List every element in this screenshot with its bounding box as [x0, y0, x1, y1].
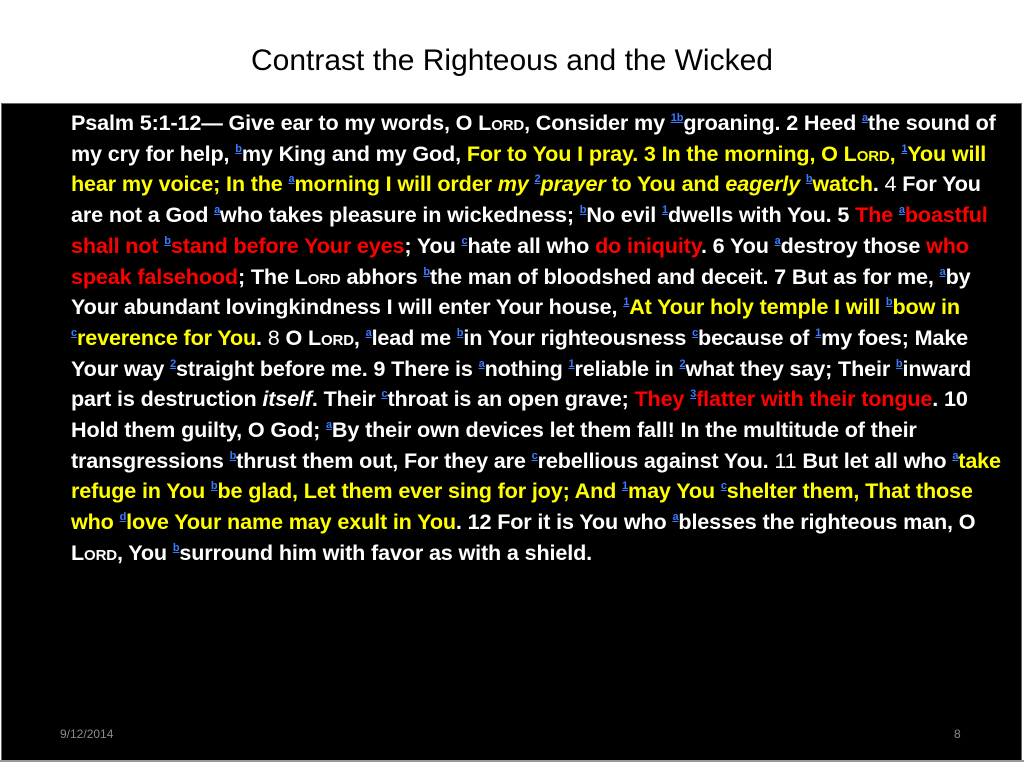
passage-segment: nothing: [484, 355, 569, 381]
passage-segment: prayer: [540, 171, 606, 197]
footnote-link[interactable]: 1: [661, 204, 668, 217]
passage-segment: by Your abundant lovingkindness I will enter Your house,: [71, 263, 971, 320]
passage-segment: But let all who: [796, 447, 953, 473]
passage-segment: blesses the righteous man, O L: [71, 509, 976, 565]
passage-segment: For to You I pray. 3 In the morning, O L: [466, 140, 857, 166]
footnote-link[interactable]: a: [861, 112, 868, 124]
footnote-link[interactable]: 2: [534, 173, 541, 186]
passage-segment: lead me: [371, 324, 457, 350]
passage-segment: love Your name may exult in You: [126, 509, 456, 535]
footnote-link[interactable]: c: [71, 326, 77, 339]
passage-segment: my foes; Make Your way: [71, 324, 969, 381]
passage-segment: . Their: [311, 386, 382, 412]
passage-segment: ,: [353, 324, 366, 350]
footnote-link[interactable]: b: [210, 480, 218, 493]
footnote-link[interactable]: c: [381, 388, 388, 401]
passage-segment: my King and my God,: [241, 140, 467, 166]
passage-segment: No evil: [586, 202, 662, 228]
passage-segment: the sound of my cry for help,: [71, 110, 996, 166]
passage-segment: , Consider my: [524, 110, 671, 135]
passage-segment: At Your holy temple I will: [629, 294, 886, 320]
passage-segment: who takes pleasure in wickedness;: [220, 202, 580, 228]
passage-segment: what they say; Their: [685, 355, 896, 381]
footnote-link[interactable]: 1: [901, 142, 908, 155]
passage-segment: reverence for You: [76, 324, 257, 350]
passage-segment: shelter them, That those who: [71, 478, 973, 535]
passage-segment: ord: [491, 110, 525, 135]
passage-segment: may You: [628, 478, 721, 504]
passage-segment: inward part is destruction: [71, 355, 972, 412]
passage-segment: watch: [812, 171, 873, 197]
passage-segment: stand before Your eyes: [170, 232, 405, 258]
passage-segment: ord: [856, 140, 890, 166]
passage-segment: to You and: [605, 171, 726, 197]
footnote-link[interactable]: 1: [568, 357, 575, 370]
footnote-link[interactable]: a: [365, 326, 372, 339]
passage-segment: By their own devices let them fall! In the multitude of their transgressions: [71, 417, 917, 473]
footnote-link[interactable]: a: [952, 449, 959, 462]
passage-segment: ; You: [404, 232, 462, 258]
passage-segment: itself: [262, 386, 312, 412]
passage-segment: .: [256, 324, 268, 350]
footnote-link[interactable]: 1: [622, 480, 629, 493]
passage-segment: . 12 For it is You who: [455, 509, 673, 535]
passage-segment: surround him with favor as with a shield.: [179, 539, 592, 565]
passage-segment: ord: [307, 263, 341, 289]
footnote-link[interactable]: b: [423, 265, 430, 278]
footnote-link[interactable]: c: [461, 234, 468, 247]
footnote-link[interactable]: 2: [679, 357, 686, 370]
footnote-link[interactable]: b: [885, 296, 893, 309]
footnote-link[interactable]: a: [325, 419, 332, 432]
passage-segment: destroy those: [780, 232, 927, 258]
passage-segment: .: [872, 171, 885, 197]
passage-segment: take refuge in You: [71, 447, 1001, 504]
passage-segment: reliable in: [574, 355, 680, 381]
passage-segment: groaning. 2 Heed: [683, 110, 862, 135]
passage-segment: rebellious against You.: [537, 447, 775, 473]
passage-segment: who speak falsehood: [71, 232, 969, 289]
footnote-link[interactable]: 2: [170, 357, 177, 370]
passage-segment: For You are not a God: [71, 171, 981, 228]
passage-segment: morning I will order: [294, 171, 498, 197]
passage-segment: . 10 Hold them guilty, O God;: [71, 386, 968, 443]
passage-segment: in Your righteousness: [463, 324, 693, 350]
footnote-link[interactable]: a: [774, 234, 781, 247]
passage-segment: abhors: [340, 263, 424, 289]
passage-segment: ord: [84, 539, 117, 565]
footnote-link[interactable]: b: [229, 449, 237, 462]
slide-date: 9/12/2014: [60, 727, 114, 741]
passage-segment: ,: [889, 140, 902, 166]
footnote-link[interactable]: 1b: [670, 112, 684, 124]
passage-segment: straight before me. 9 There is: [176, 355, 479, 381]
footnote-link[interactable]: c: [531, 449, 538, 462]
passage-segment: 11: [774, 447, 797, 473]
passage-segment: ord: [321, 324, 354, 350]
passage-segment: the man of bloodshed and deceit. 7 But as for me,: [429, 263, 940, 289]
passage-segment: 8: [267, 324, 280, 350]
passage-segment: They: [634, 386, 691, 412]
footnote-link[interactable]: b: [579, 204, 587, 217]
footnote-link[interactable]: a: [214, 204, 221, 217]
passage-segment: 4: [884, 171, 897, 197]
footnote-link[interactable]: d: [119, 511, 127, 524]
slide-page-number: 8: [954, 727, 961, 741]
passage-segment: eagerly: [725, 171, 800, 197]
slide-title: Contrast the Righteous and the Wicked: [251, 44, 773, 77]
footnote-link[interactable]: a: [672, 511, 679, 524]
passage-segment: be glad, Let them ever sing for joy; And: [217, 478, 623, 504]
passage-segment: Psalm 5:1-12— Give ear to my words, O L: [71, 110, 492, 135]
passage-segment: dwells with You. 5: [667, 202, 856, 228]
passage-segment: . 6 You: [700, 232, 775, 258]
passage-segment: bow in: [892, 294, 960, 320]
passage-segment: , You: [116, 539, 173, 565]
passage-segment: The: [855, 202, 899, 228]
passage-segment: boastful shall not: [71, 202, 988, 258]
footnote-link[interactable]: a: [898, 204, 905, 217]
passage-segment: because of: [698, 324, 816, 350]
passage-segment: throat is an open grave;: [387, 386, 635, 412]
footnote-link[interactable]: 1: [623, 296, 630, 309]
bottom-divider: [0, 760, 1024, 762]
footnote-link[interactable]: c: [720, 480, 727, 493]
footnote-link[interactable]: 1: [815, 326, 822, 339]
footnote-link[interactable]: a: [478, 357, 485, 370]
footnote-link[interactable]: 3: [690, 388, 697, 401]
footnote-link[interactable]: b: [164, 234, 171, 247]
passage-segment: my: [497, 171, 529, 197]
footnote-link[interactable]: b: [805, 173, 813, 186]
passage-segment: You will hear my voice; In the: [71, 140, 987, 197]
footnote-link[interactable]: c: [692, 326, 699, 339]
footnote-link[interactable]: b: [172, 541, 180, 554]
footnote-link[interactable]: a: [939, 265, 946, 278]
footnote-link[interactable]: b: [456, 326, 464, 339]
passage-segment: thrust them out, For they are: [236, 447, 532, 473]
footnote-link[interactable]: b: [895, 357, 903, 370]
passage-segment: ; The L: [237, 263, 308, 289]
passage-segment: flatter with their tongue: [696, 386, 933, 412]
passage-segment: do iniquity: [595, 232, 701, 258]
passage-segment: O L: [279, 324, 322, 350]
footnote-link[interactable]: a: [288, 173, 295, 186]
passage-segment: hate all who: [467, 232, 596, 258]
footnote-link[interactable]: b: [235, 142, 242, 155]
scripture-passage: [71, 108, 1017, 569]
